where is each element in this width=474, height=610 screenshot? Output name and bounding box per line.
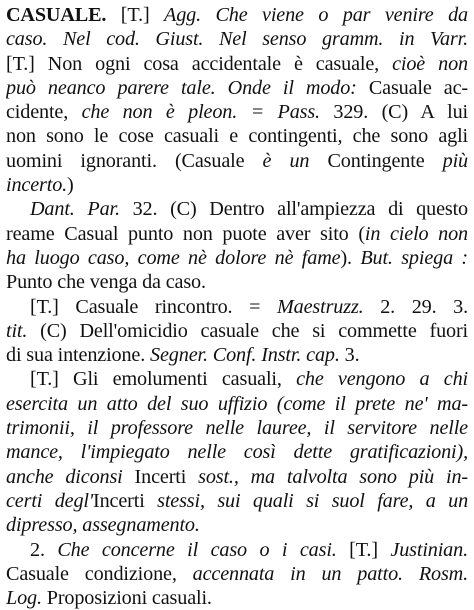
text-segment: che vengono a chi — [296, 368, 468, 391]
text-segment: Punto che venga da caso. — [6, 271, 206, 294]
text-segment: certi degl' — [6, 489, 94, 512]
text-line — [6, 246, 468, 270]
text-line — [6, 392, 468, 416]
text-segment: cidente, — [6, 101, 82, 124]
text-line — [6, 295, 468, 319]
text-segment: Segner. Conf. Instr. cap. — [150, 344, 340, 367]
text-line — [6, 222, 468, 246]
text-line — [6, 367, 468, 391]
text-segment: in cielo non — [364, 222, 468, 245]
text-segment: non sono le cose casuali e contingenti, che sono agli — [6, 125, 468, 148]
text-segment: può neanco parere tale. Onde il modo: — [6, 76, 357, 99]
text-segment: caso. Nel cod. Giust. Nel senso gramm. in Varr. — [6, 28, 468, 51]
text-segment: 32. (C) Dentro all'ampiezza di questo — [119, 198, 468, 221]
text-segment: accennata in un patto. Rosm. — [192, 562, 468, 585]
text-segment: è un — [262, 149, 310, 172]
dictionary-entry-casuale — [6, 3, 468, 610]
text-line — [6, 513, 468, 537]
text-line — [6, 3, 468, 27]
text-segment: Log. — [6, 587, 42, 610]
text-segment: Casuale condizione, — [6, 562, 193, 585]
text-segment: 329. (C) A lui — [319, 101, 468, 124]
text-line — [6, 319, 468, 343]
text-segment: trimonii, il professore nelle lauree, il servitore nelle — [6, 417, 468, 440]
text-segment: [T.] — [336, 538, 391, 561]
text-segment: 3. — [339, 344, 360, 367]
text-segment: Casuale ac- — [356, 76, 468, 99]
text-line — [6, 270, 468, 294]
text-segment: cioè non — [392, 52, 468, 75]
text-segment: [T.] — [106, 4, 165, 26]
text-segment: ) — [67, 174, 74, 197]
text-segment: Incerti — [122, 465, 199, 488]
text-line — [6, 586, 468, 610]
text-segment: Maestruzz. — [277, 295, 364, 318]
text-line — [6, 173, 468, 197]
text-line — [6, 440, 468, 464]
text-segment: 2. 29. 3. — [363, 295, 468, 318]
text-line — [6, 343, 468, 367]
text-line — [6, 100, 468, 124]
text-segment: di sua intenzione. — [6, 344, 151, 367]
text-segment: mance, l'impiegato nelle così dette gratificazioni), — [6, 441, 468, 464]
text-segment: reame Casual punto non puote aver sito ( — [6, 222, 365, 245]
text-segment: tit. — [6, 319, 28, 342]
text-segment: But. spiega : — [360, 246, 468, 269]
text-segment: incerto. — [6, 174, 68, 197]
text-line — [6, 197, 468, 221]
text-line — [6, 562, 468, 586]
text-line — [6, 489, 468, 513]
text-line — [6, 465, 468, 489]
text-segment: più — [442, 149, 468, 172]
text-line — [6, 27, 468, 51]
text-segment: esercita un atto del suo uffizio (come il prete ne' ma- — [6, 392, 468, 415]
text-line — [6, 538, 468, 562]
text-segment: che non è pleon. = Pass. — [81, 101, 320, 124]
text-segment: Justinian. — [390, 538, 468, 561]
text-segment: [T.] Non ogni cosa accidentale è casuale, — [6, 52, 393, 75]
text-segment: Agg. Che viene o par venire da — [164, 4, 468, 26]
text-segment: ha luogo caso, come nè dolore nè fame — [6, 246, 341, 269]
text-segment: [T.] Casuale rincontro. = — [30, 295, 277, 318]
text-segment: (C) Dell'omicidio casuale che si commette fuori — [27, 319, 468, 342]
text-segment: stessi, sui quali si suol fare, a un — [157, 489, 468, 512]
text-line — [6, 416, 468, 440]
headword: CASUALE. — [6, 4, 107, 26]
text-line — [6, 149, 468, 173]
text-segment: Proposizioni casuali. — [41, 587, 212, 610]
text-line — [6, 52, 468, 76]
text-segment: uomini ignoranti. (Casuale — [6, 149, 263, 172]
text-line — [6, 76, 468, 100]
text-segment: 2. — [30, 538, 58, 561]
text-segment: [T.] Gli emolumenti casuali, — [30, 368, 297, 391]
text-segment: dipresso, assegnamento. — [6, 514, 200, 537]
text-segment: Dant. Par. — [30, 198, 120, 221]
text-segment: Che concerne il caso o i casi. — [57, 538, 337, 561]
text-segment: Contingente — [309, 149, 443, 172]
text-segment: Incerti — [93, 489, 158, 512]
text-segment: ). — [340, 246, 361, 269]
text-line — [6, 124, 468, 148]
text-segment: sost., ma talvolta sono più in- — [198, 465, 468, 488]
text-segment: anche diconsi — [6, 465, 123, 488]
